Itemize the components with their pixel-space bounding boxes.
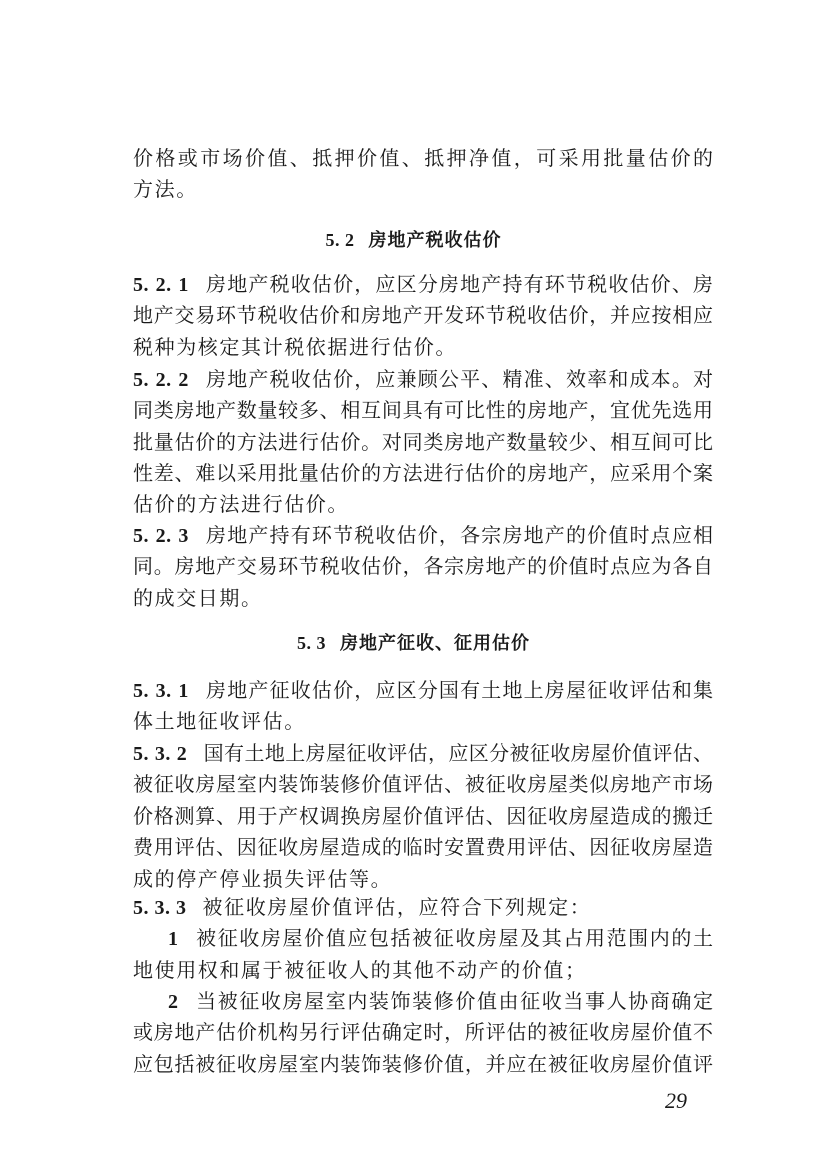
list-item-line: 2 当被征收房屋室内装饰装修价值由征收当事人协商确定 — [168, 989, 713, 1013]
body-text-line: 性差、难以采用批量估价的方法进行估价的房地产，应采用个案 — [133, 461, 713, 485]
clause-line: 5. 3. 1 房地产征收估价，应区分国有土地上房屋征收评估和集 — [133, 678, 714, 702]
section-heading: 5. 2 房地产税收估价 — [325, 230, 502, 251]
body-text-line: 或房地产估价机构另行评估确定时，所评估的被征收房屋价值不 — [133, 1020, 713, 1044]
body-text-line: 成的停产停业损失评估等。 — [133, 867, 393, 891]
body-text-line: 地使用权和属于被征收人的其他不动产的价值； — [133, 958, 587, 982]
body-text-line: 方法。 — [133, 177, 198, 201]
clause-line: 5. 2. 3 房地产持有环节税收估价，各宗房地产的价值时点应相 — [133, 523, 714, 547]
clause-line: 5. 2. 2 房地产税收估价，应兼顾公平、精准、效率和成本。对 — [133, 367, 714, 391]
body-text-line: 价格测算、用于产权调换房屋价值评估、因征收房屋造成的搬迁 — [133, 804, 713, 828]
body-text-line: 税种为核定其计税依据进行估价。 — [133, 335, 457, 359]
body-text-line: 同。房地产交易环节税收估价，各宗房地产的价值时点应为各自 — [133, 554, 713, 578]
body-text-line: 地产交易环节税收估价和房地产开发环节税收估价，并应按相应 — [133, 303, 713, 327]
clause-line: 5. 2. 1 房地产税收估价，应区分房地产持有环节税收估价、房 — [133, 272, 714, 296]
list-item-line: 1 被征收房屋价值应包括被征收房屋及其占用范围内的土 — [168, 926, 713, 950]
body-text-line: 同类房地产数量较多、相互间具有可比性的房地产，宜优先选用 — [133, 398, 713, 422]
clause-line: 5. 3. 2 国有土地上房屋征收评估，应区分被征收房屋价值评估、 — [133, 741, 714, 765]
page-number: 29 — [665, 1088, 687, 1113]
body-text-line: 被征收房屋室内装饰装修价值评估、被征收房屋类似房地产市场 — [133, 772, 713, 796]
body-text-line: 费用评估、因征收房屋造成的临时安置费用评估、因征收房屋造 — [133, 835, 713, 859]
body-text-line: 估价的方法进行估价。 — [133, 492, 349, 516]
body-text-line: 体土地征收评估。 — [133, 709, 306, 733]
body-text-line: 的成交日期。 — [133, 586, 263, 610]
section-heading: 5. 3 房地产征收、征用估价 — [297, 633, 530, 654]
body-text-line: 批量估价的方法进行估价。对同类房地产数量较少、相互间可比 — [133, 430, 713, 454]
clause-line: 5. 3. 3 被征收房屋价值评估，应符合下列规定： — [133, 895, 592, 919]
body-text-line: 价格或市场价值、抵押价值、抵押净值，可采用批量估价的 — [133, 146, 713, 170]
body-text-line: 应包括被征收房屋室内装饰装修价值，并应在被征收房屋价值评 — [133, 1052, 713, 1076]
